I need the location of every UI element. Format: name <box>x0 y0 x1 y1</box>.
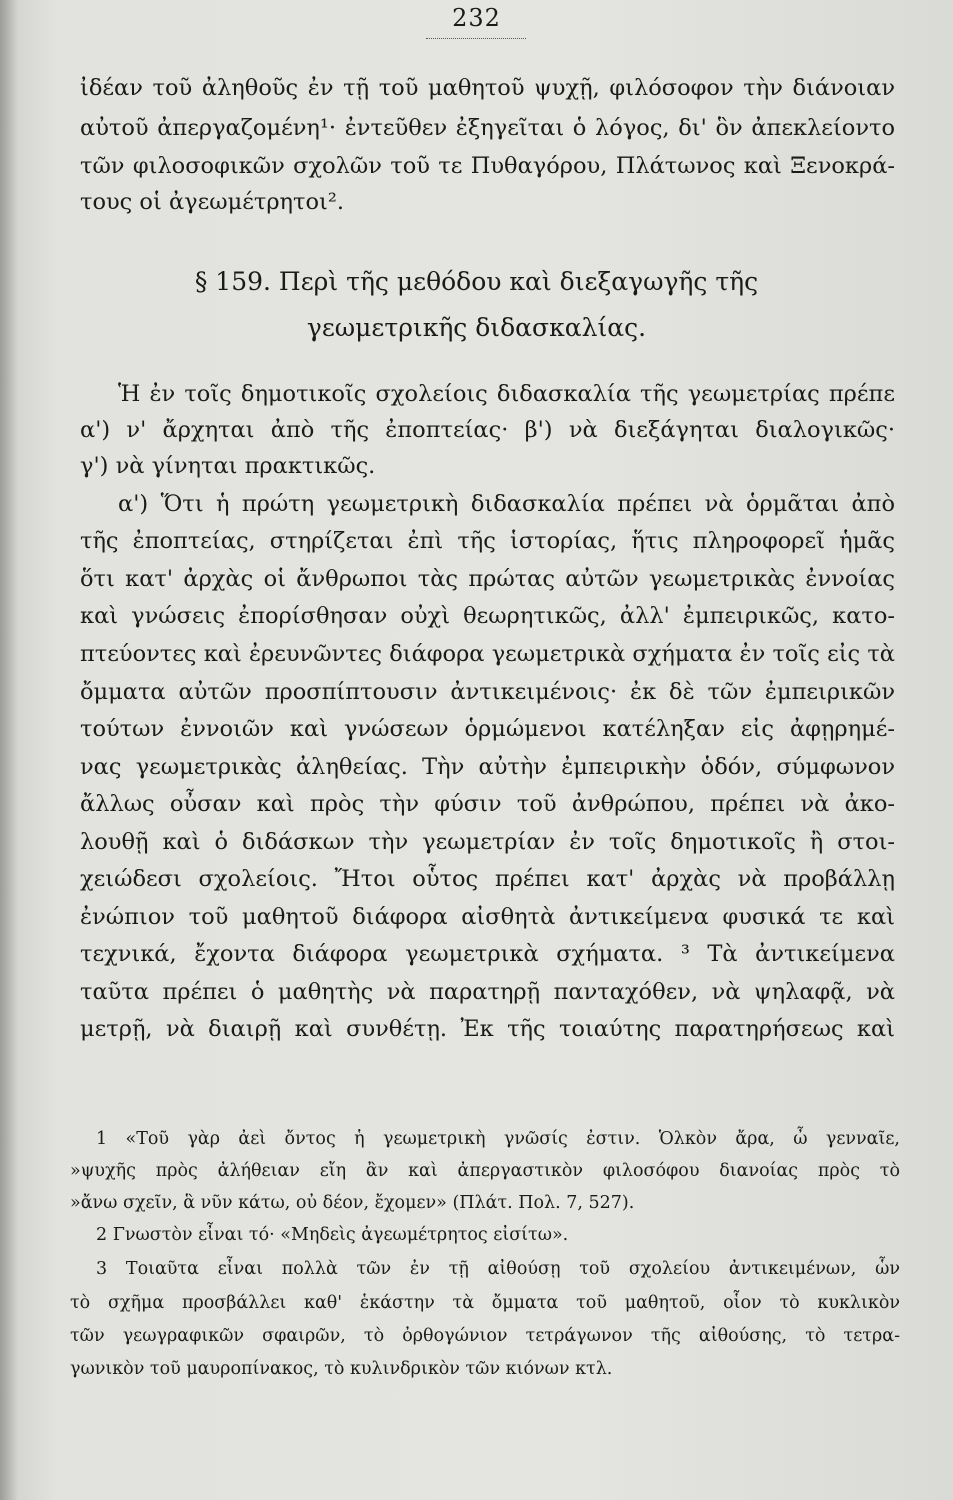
body-line: Ἡ ἐν τοῖς δημοτικοῖς σχολείοις διδασκαλία τῆς γεωμετρίας πρέπε <box>118 381 895 407</box>
page-edge-shadow <box>0 0 18 1500</box>
intro-line: τῶν φιλοσοφικῶν σχολῶν τοῦ τε Πυθαγόρου, Πλάτωνος καὶ Ξενοκρά- <box>80 153 895 179</box>
body-line: ὅτι κατ' ἀρχὰς οἱ ἄνθρωποι τὰς πρώτας αὐτῶν γεωμετρικὰς ἐννοίας <box>80 566 895 592</box>
page-number: 232 <box>452 4 501 32</box>
body-line: γ') νὰ γίνηται πρακτικῶς. <box>80 453 376 479</box>
footnote-line: 3 Τοιαῦτα εἶναι πολλὰ τῶν ἐν τῇ αἰθούσῃ τοῦ σχολείου ἀντικειμένων, ὧν <box>96 1259 900 1279</box>
page-number-rule <box>426 38 526 39</box>
body-line: τεχνικά, ἔχοντα διάφορα γεωμετρικὰ σχήματα. ³ Τὰ ἀντικείμενα <box>80 941 895 967</box>
body-line: ἐνώπιον τοῦ μαθητοῦ διάφορα αἰσθητὰ ἀντικείμενα φυσικά τε καὶ <box>80 904 895 930</box>
body-line: ταῦτα πρέπει ὁ μαθητὴς νὰ παρατηρῇ πανταχόθεν, νὰ ψηλαφᾷ, νὰ <box>80 979 895 1005</box>
intro-line: αὐτοῦ ἀπεργαζομένη¹· ἐντεῦθεν ἐξηγεῖται ὁ λόγος, δι' ὃν ἀπεκλείοντο <box>80 115 895 141</box>
body-line: τῆς ἐποπτείας, στηρίζεται ἐπὶ τῆς ἱστορίας, ἥτις πληροφορεῖ ἡμᾶς <box>80 528 895 554</box>
body-line: τούτων ἐννοιῶν καὶ γνώσεων ὁρμώμενοι κατέληξαν εἰς ἀφῃρημέ- <box>80 716 895 742</box>
footnote-line: τῶν γεωγραφικῶν σφαιρῶν, τὸ ὀρθογώνιον τετράγωνον τῆς αἰθούσης, τὸ τετρα- <box>70 1326 900 1346</box>
body-line: ὄμματα αὐτῶν προσπίπτουσιν ἀντικειμένοις· ἐκ δὲ τῶν ἐμπειρικῶν <box>80 679 895 705</box>
footnote-line: »ἄνω σχεῖν, ἃ νῦν κάτω, οὐ δέον, ἔχομεν» (Πλάτ. Πολ. 7, 527). <box>70 1193 635 1213</box>
body-line: α') ν' ἄρχηται ἀπὸ τῆς ἐποπτείας· β') νὰ διεξάγηται διαλογικῶς· <box>80 417 895 443</box>
footnote-line: 1 «Τοῦ γὰρ ἀεὶ ὄντος ἡ γεωμετρικὴ γνῶσίς ἐστιν. Ὁλκὸν ἄρα, ὦ γενναῖε, <box>96 1129 900 1149</box>
footnote-line: 2 Γνωστὸν εἶναι τό· «Μηδεὶς ἀγεωμέτρητος εἰσίτω». <box>96 1225 569 1245</box>
body-line: μετρῇ, νὰ διαιρῇ καὶ συνθέτῃ. Ἐκ τῆς τοιαύτης παρατηρήσεως καὶ <box>80 1016 895 1042</box>
section-title-line-2: γεωμετρικῆς διδασκαλίας. <box>306 313 647 342</box>
footnote-line: »ψυχῆς πρὸς ἀλήθειαν εἴη ἂν καὶ ἀπεργαστικὸν φιλοσόφου διανοίας πρὸς τὸ <box>70 1161 900 1181</box>
section-title-line-1: § 159. Περὶ τῆς μεθόδου καὶ διεξαγωγῆς τῆς <box>194 267 759 296</box>
body-line: λουθῇ καὶ ὁ διδάσκων τὴν γεωμετρίαν ἐν τοῖς δημοτικοῖς ἢ στοι- <box>80 829 895 855</box>
body-line: α') Ὅτι ἡ πρώτη γεωμετρικὴ διδασκαλία πρέπει νὰ ὁρμᾶται ἀπὸ <box>118 491 895 517</box>
intro-line: ἰδέαν τοῦ ἀληθοῦς ἐν τῇ τοῦ μαθητοῦ ψυχῇ, φιλόσοφον τὴν διάνοιαν <box>80 75 895 101</box>
intro-line: τους οἱ ἀγεωμέτρητοι². <box>80 189 345 215</box>
body-line: πτεύοντες καὶ ἐρευνῶντες διάφορα γεωμετρικὰ σχήματα ἐν τοῖς εἰς τὰ <box>80 641 895 667</box>
body-line: καὶ γνώσεις ἐπορίσθησαν οὐχὶ θεωρητικῶς, ἀλλ' ἐμπειρικῶς, κατο- <box>80 603 895 629</box>
footnote-line: γωνικὸν τοῦ μαυροπίνακος, τὸ κυλινδρικὸν τῶν κιόνων κτλ. <box>70 1359 613 1379</box>
footnote-line: τὸ σχῆμα προσβάλλει καθ' ἑκάστην τὰ ὄμματα τοῦ μαθητοῦ, οἷον τὸ κυκλικὸν <box>70 1293 900 1313</box>
body-line: χειώδεσι σχολείοις. Ἤτοι οὗτος πρέπει κατ' ἀρχὰς νὰ προβάλλῃ <box>80 866 895 892</box>
body-line: νας γεωμετρικὰς ἀληθείας. Τὴν αὐτὴν ἐμπειρικὴν ὁδόν, σύμφωνον <box>80 754 895 780</box>
body-line: ἄλλως οὖσαν καὶ πρὸς τὴν φύσιν τοῦ ἀνθρώπου, πρέπει νὰ ἀκο- <box>80 791 895 817</box>
